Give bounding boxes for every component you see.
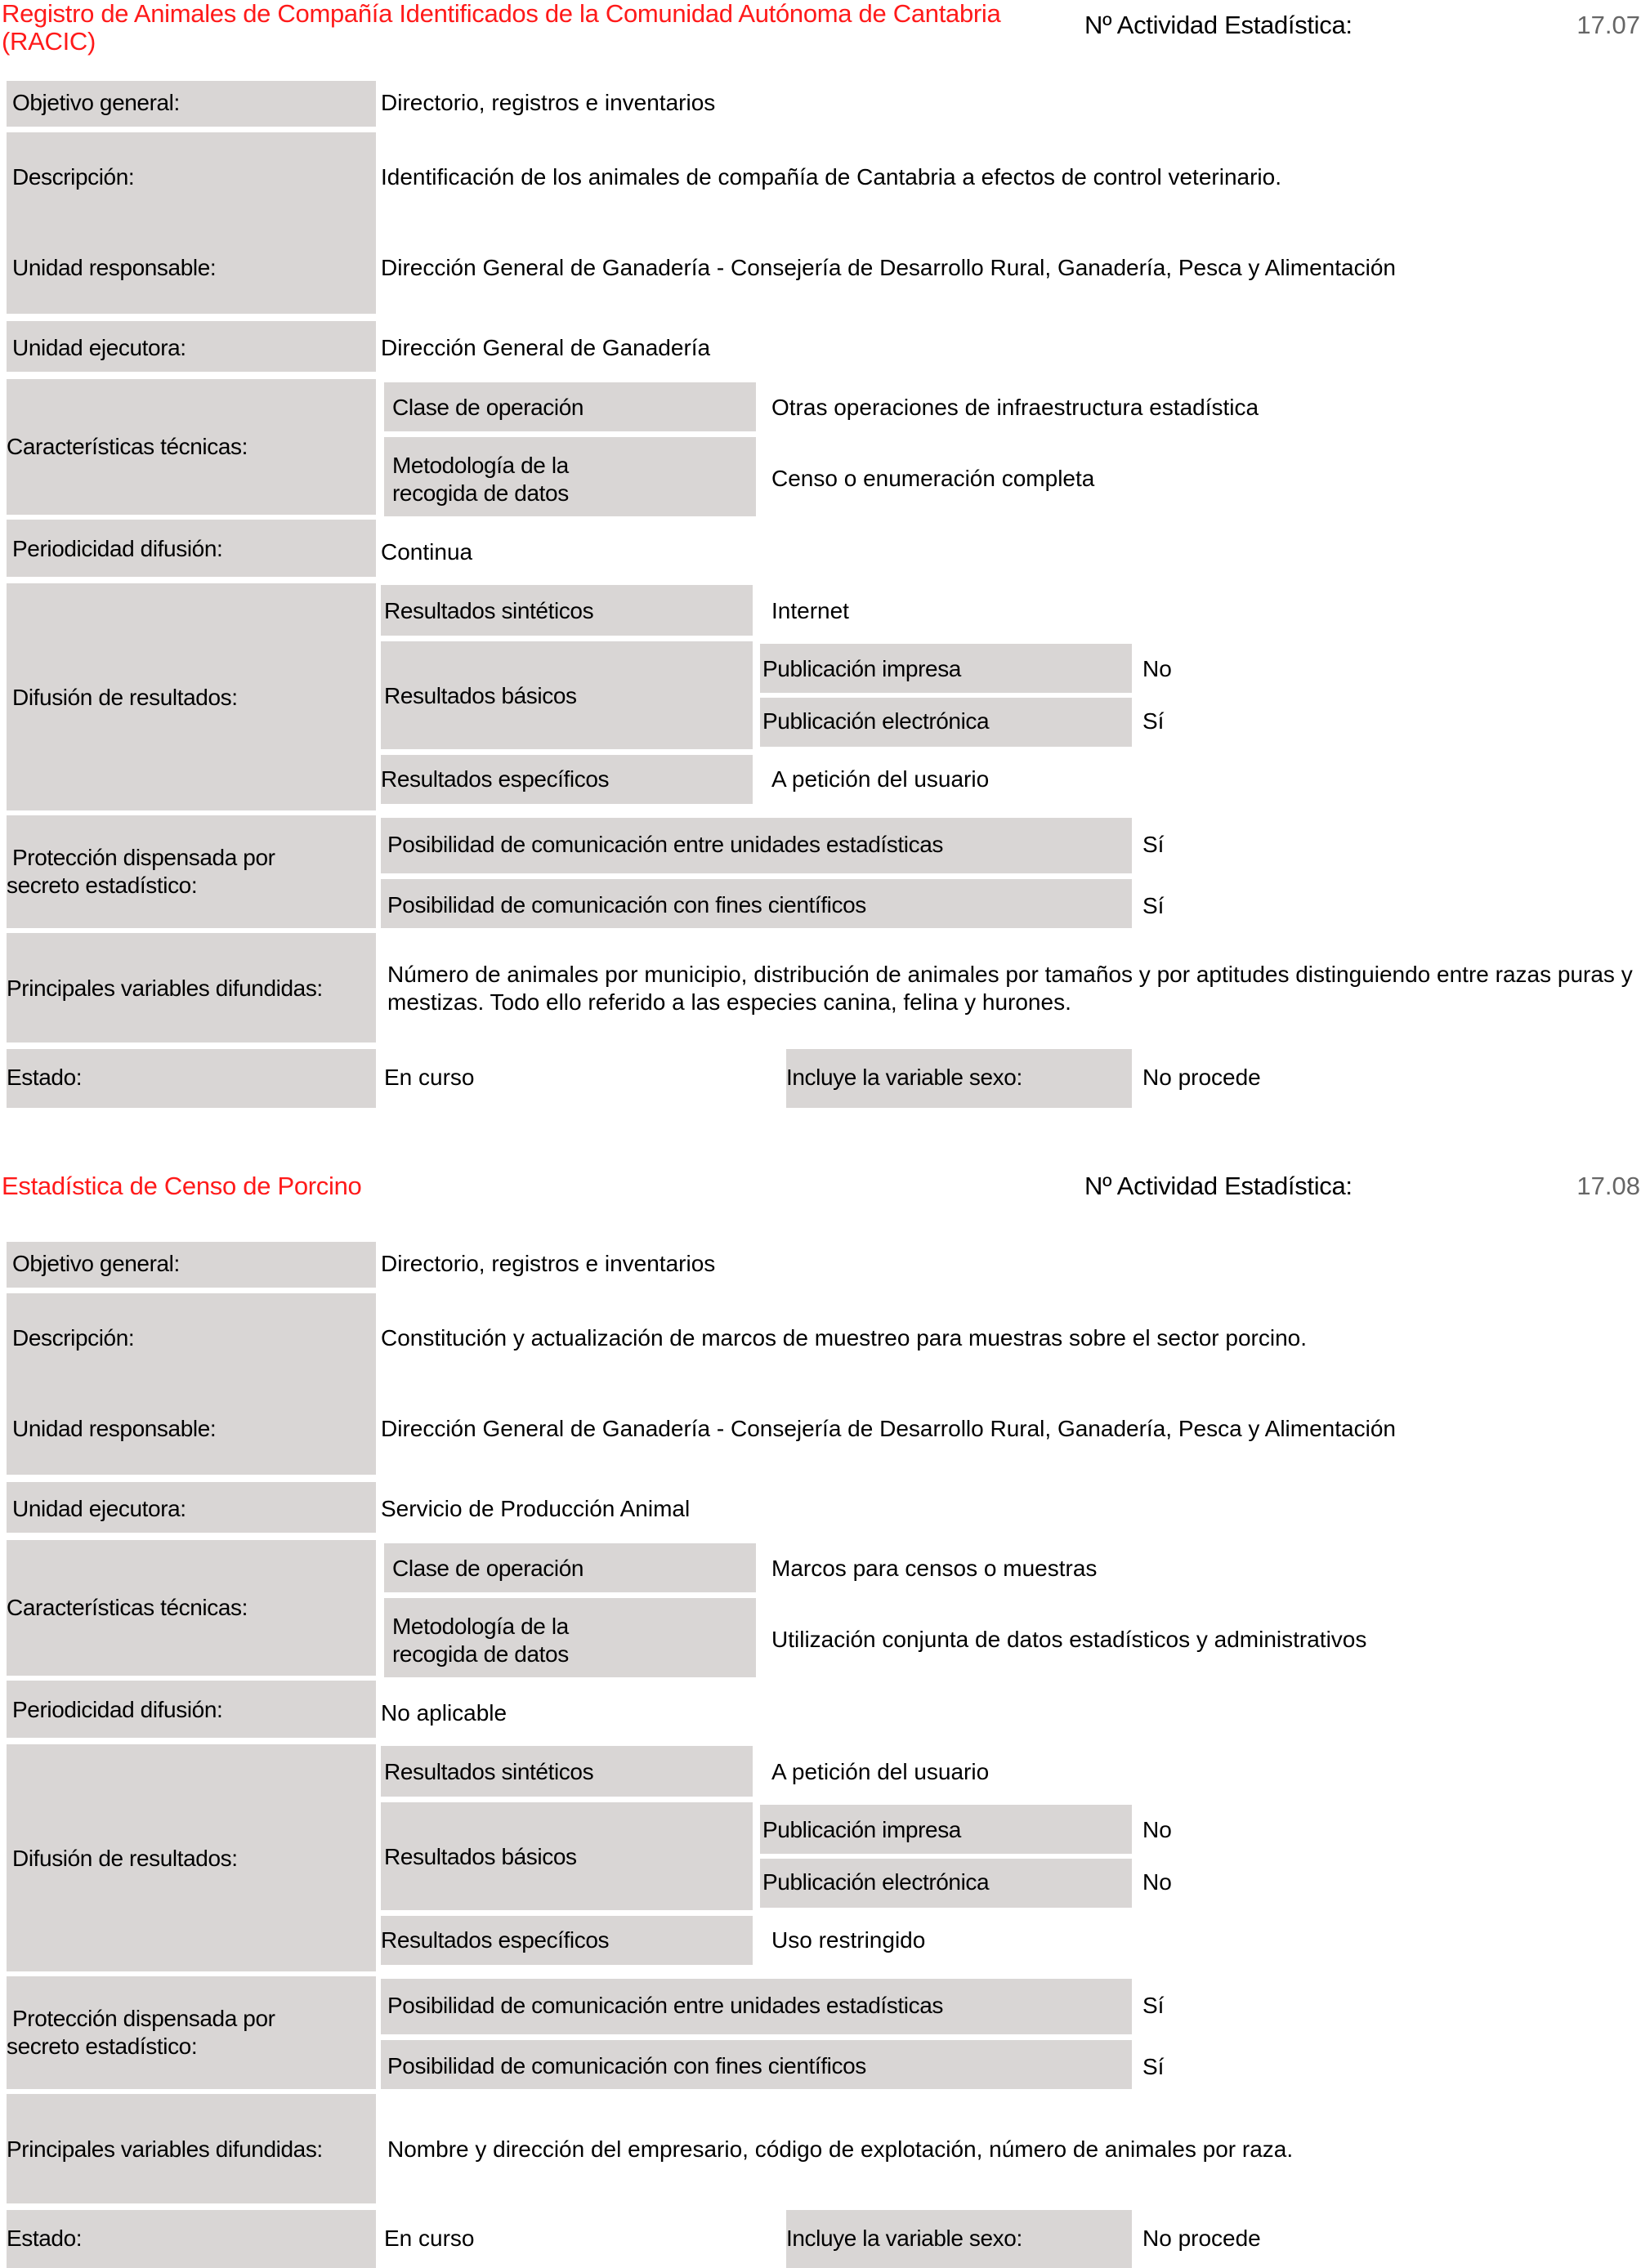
descripcion-label: Descripción: <box>12 164 135 190</box>
sinteticos-label: Resultados sintéticos <box>384 598 594 623</box>
clase-label: Clase de operación <box>392 395 584 420</box>
periodicidad-value: Continua <box>381 539 473 565</box>
operation-section-17-08 <box>0 1161 1641 2268</box>
periodicidad-label: Periodicidad difusión: <box>12 1697 223 1722</box>
basicos-label: Resultados básicos <box>384 683 577 708</box>
variables-label: Principales variables difundidas: <box>7 976 323 1001</box>
proteccion-label: Protección dispensada por secreto estadístico: <box>7 2006 275 2059</box>
sexo-value: No procede <box>1142 1065 1261 1090</box>
especificos-value: Uso restringido <box>771 1927 926 1953</box>
unidad-responsable-label: Unidad responsable: <box>12 255 217 280</box>
electronica-value: No <box>1142 1869 1172 1895</box>
objetivo-label: Objetivo general: <box>12 1251 180 1276</box>
descripcion-value: Constitución y actualización de marcos de muestreo para muestras sobre el sector porcino. <box>381 1325 1307 1351</box>
sinteticos-value: A petición del usuario <box>771 1759 990 1784</box>
sexo-value: No procede <box>1142 2226 1261 2251</box>
activity-number: 17.08 <box>1576 1172 1640 1200</box>
unidad-responsable-value: Dirección General de Ganadería - Consejería de Desarrollo Rural, Ganadería, Pesca y Alimentación <box>381 1416 1396 1441</box>
basicos-label: Resultados básicos <box>384 1844 577 1869</box>
estado-label: Estado: <box>7 2226 83 2251</box>
com-unidades-value: Sí <box>1142 832 1165 857</box>
unidad-ejecutora-value: Dirección General de Ganadería <box>381 335 711 360</box>
operation-section-17-07 <box>0 0 1641 1127</box>
estado-label: Estado: <box>7 1065 83 1090</box>
sinteticos-value: Internet <box>771 598 849 623</box>
estado-value: En curso <box>384 2226 475 2251</box>
operation-title: Estadística de Censo de Porcino <box>2 1172 362 1200</box>
especificos-value: A petición del usuario <box>771 766 990 792</box>
objetivo-value: Directorio, registros e inventarios <box>381 1251 716 1276</box>
electronica-label: Publicación electrónica <box>762 708 990 734</box>
impresa-value: No <box>1142 656 1172 681</box>
unidad-ejecutora-value: Servicio de Producción Animal <box>381 1496 691 1521</box>
periodicidad-value: No aplicable <box>381 1700 508 1726</box>
objetivo-value: Directorio, registros e inventarios <box>381 90 716 115</box>
clase-value: Marcos para censos o muestras <box>771 1556 1098 1581</box>
metodologia-value: Censo o enumeración completa <box>771 466 1095 491</box>
electronica-label: Publicación electrónica <box>762 1869 990 1895</box>
clase-value: Otras operaciones de infraestructura estadística <box>771 395 1259 420</box>
difusion-label: Difusión de resultados: <box>12 1846 238 1871</box>
com-unidades-value: Sí <box>1142 1993 1165 2018</box>
sexo-label: Incluye la variable sexo: <box>786 1065 1022 1090</box>
com-cientificos-value: Sí <box>1142 2054 1165 2079</box>
caracteristicas-label: Características técnicas: <box>7 434 248 459</box>
sexo-label: Incluye la variable sexo: <box>786 2226 1022 2251</box>
electronica-value: Sí <box>1142 708 1165 734</box>
activity-number-label: Nº Actividad Estadística: <box>1084 11 1353 39</box>
activity-number: 17.07 <box>1576 11 1640 39</box>
metodologia-label: Metodología de la recogida de datos <box>392 453 569 506</box>
sinteticos-label: Resultados sintéticos <box>384 1759 594 1784</box>
metodologia-label: Metodología de la recogida de datos <box>392 1614 569 1667</box>
com-cientificos-label: Posibilidad de comunicación con fines científicos <box>387 892 866 917</box>
clase-label: Clase de operación <box>392 1556 584 1581</box>
variables-value: Número de animales por municipio, distribución de animales por tamaños y por aptitudes distinguiendo entre razas puras y mestizas. Todo ello referido a las especies canina, felina y hurones. <box>387 962 1633 1015</box>
descripcion-value: Identificación de los animales de compañía de Cantabria a efectos de control veterinario. <box>381 164 1281 190</box>
descripcion-label-cell <box>7 1293 376 1475</box>
objetivo-label: Objetivo general: <box>12 90 180 115</box>
caracteristicas-label: Características técnicas: <box>7 1595 248 1620</box>
com-unidades-label: Posibilidad de comunicación entre unidades estadísticas <box>387 1993 943 2018</box>
difusion-label: Difusión de resultados: <box>12 685 238 710</box>
metodologia-value: Utilización conjunta de datos estadísticos y administrativos <box>771 1627 1367 1652</box>
com-unidades-label: Posibilidad de comunicación entre unidades estadísticas <box>387 832 943 857</box>
unidad-ejecutora-label: Unidad ejecutora: <box>12 1496 186 1521</box>
especificos-label: Resultados específicos <box>381 1927 610 1953</box>
operation-title: Registro de Animales de Compañía Identificados de la Comunidad Autónoma de Cantabria (RACIC) <box>2 0 1001 56</box>
descripcion-label: Descripción: <box>12 1325 135 1351</box>
impresa-value: No <box>1142 1817 1172 1842</box>
periodicidad-label: Periodicidad difusión: <box>12 536 223 561</box>
unidad-ejecutora-label: Unidad ejecutora: <box>12 335 186 360</box>
unidad-responsable-label: Unidad responsable: <box>12 1416 217 1441</box>
descripcion-label-cell <box>7 132 376 314</box>
variables-value: Nombre y dirección del empresario, código de explotación, número de animales por raza. <box>387 2136 1294 2162</box>
estado-value: En curso <box>384 1065 475 1090</box>
especificos-label: Resultados específicos <box>381 766 610 792</box>
variables-label: Principales variables difundidas: <box>7 2136 323 2162</box>
proteccion-label: Protección dispensada por secreto estadístico: <box>7 845 275 898</box>
unidad-responsable-value: Dirección General de Ganadería - Consejería de Desarrollo Rural, Ganadería, Pesca y Alimentación <box>381 255 1396 280</box>
impresa-label: Publicación impresa <box>762 1817 961 1842</box>
com-cientificos-label: Posibilidad de comunicación con fines científicos <box>387 2053 866 2078</box>
activity-number-label: Nº Actividad Estadística: <box>1084 1172 1353 1200</box>
impresa-label: Publicación impresa <box>762 656 961 681</box>
com-cientificos-value: Sí <box>1142 893 1165 918</box>
